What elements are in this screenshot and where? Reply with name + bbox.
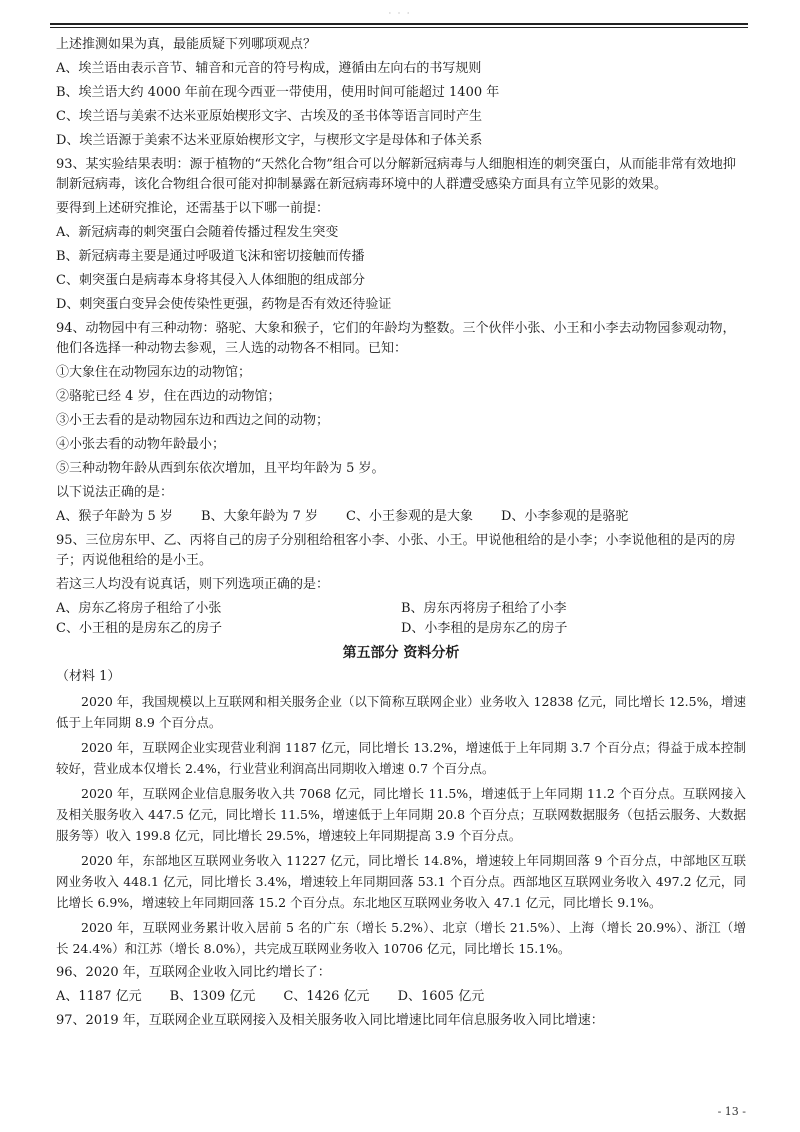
q93-option-d: D、刺突蛋白变异会使传染性更强，药物是否有效还待验证: [56, 297, 392, 312]
material-paragraph-4: 2020 年，东部地区互联网业务收入 11227 亿元，同比增长 14.8%，增速较上年同期回落 9 个百分点，中部地区互联网业务收入 448.1 亿元，同比增长 3.4%，增速较上年同期回落 53.1 个百分点。西部地区互联网业务收入 497.2 亿元，同比增长 6.9%，增速较上年同期回落 15.2 个百分点。东北地区互联网业务收入 47.1 亿元，同比增长 9.1%。: [56, 853, 746, 910]
material-paragraph-3: 2020 年，互联网企业信息服务收入共 7068 亿元，同比增长 11.5%，增速低于上年同期 11.2 个百分点。互联网接入及相关服务收入 447.5 亿元，同比增长 11.5%，增速低于上年同期 20.8 个百分点；互联网数据服务（包括云服务、大数据服务等）收入 199.8 亿元，同比增长 29.5%，增速较上年同期提高 3.9 个百分点。: [56, 786, 746, 843]
material-paragraph-5: 2020 年，互联网业务累计收入居前 5 名的广东（增长 5.2%）、北京（增长 21.5%）、上海（增长 20.9%）、浙江（增长 24.4%）和江苏（增长 8.0%），共完成互联网业务收入 10706 亿元，同比增长 15.1%。: [56, 920, 746, 956]
q95-prompt: 若这三人均没有说真话，则下列选项正确的是：: [56, 577, 330, 592]
material-paragraph-1: 2020 年，我国规模以上互联网和相关服务企业（以下简称互联网企业）业务收入 12838 亿元，同比增长 12.5%，增速低于上年同期 8.9 个百分点。: [56, 694, 746, 730]
q96-option-b: B、1309 亿元: [169, 989, 256, 1004]
q93-option-b: B、新冠病毒主要是通过呼吸道飞沫和密切接触而传播: [56, 249, 365, 264]
q96-stem: 96、2020 年，互联网企业收入同比约增长了：: [56, 965, 331, 980]
q96-options: [56, 987, 746, 1007]
option-b: B、埃兰语大约 4000 年前在现今西亚一带使用，使用时间可能超过 1400 年: [56, 85, 500, 100]
q95-options: [56, 599, 746, 639]
q93-option-c: C、刺突蛋白是病毒本身将其侵入人体细胞的组成部分: [56, 273, 365, 288]
q93-prompt: 要得到上述研究推论，还需基于以下哪一前提：: [56, 201, 330, 216]
q97-stem: 97、2019 年，互联网企业互联网接入及相关服务收入同比增速比同年信息服务收入同比增速：: [56, 1013, 604, 1028]
q94-option-c: C、小王参观的是大象: [346, 509, 473, 524]
q94-options: [56, 507, 746, 527]
header-mark: · · ·: [388, 9, 412, 18]
section-title: 第五部分 资料分析: [342, 645, 460, 661]
q96-option-c: C、1426 亿元: [283, 989, 370, 1004]
q94-condition-3: ③小王去看的是动物园东边和西边之间的动物；: [56, 413, 330, 428]
q96-option-a: A、1187 亿元: [56, 989, 142, 1004]
option-a: A、埃兰语由表示音节、辅音和元音的符号构成，遵循由左向右的书写规则: [56, 61, 482, 76]
q94-condition-4: ④小张去看的动物年龄最小；: [56, 437, 226, 452]
q95-stem: 95、三位房东甲、乙、丙将自己的房子分别租给租客小李、小张、小王。甲说他租给的是小李；小李说他租的是丙的房子；丙说他租给的是小王。: [56, 533, 736, 568]
q94-option-d: D、小李参观的是骆驼: [500, 509, 629, 524]
material-paragraph-2: 2020 年，互联网企业实现营业利润 1187 亿元，同比增长 13.2%，增速低于上年同期 3.7 个百分点；得益于成本控制较好，营业成本仅增长 2.4%，行业营业利润高出同期收入增速 0.7 个百分点。: [56, 740, 746, 776]
q95-option-b: B、房东丙将房子租给了小李: [401, 601, 567, 616]
material-label: （材料 1）: [56, 669, 121, 684]
header-rule: [50, 23, 748, 25]
q94-condition-5: ⑤三种动物年龄从西到东依次增加，且平均年龄为 5 岁。: [56, 461, 385, 476]
q95-option-c: C、小王租的是房东乙的房子: [56, 621, 222, 636]
q95-option-a: A、房东乙将房子租给了小张: [56, 601, 222, 616]
question-prompt: 上述推测如果为真，最能质疑下列哪项观点？: [56, 37, 317, 52]
q94-condition-1: ①大象住在动物园东边的动物馆；: [56, 365, 252, 380]
q93-option-a: A、新冠病毒的刺突蛋白会随着传播过程发生突变: [56, 225, 339, 240]
page-number: - 13 -: [717, 1105, 746, 1118]
option-c: C、埃兰语与美索不达米亚原始楔形文字、古埃及的圣书体等语言同时产生: [56, 109, 482, 124]
q94-option-a: A、猴子年龄为 5 岁: [56, 509, 173, 524]
q96-option-d: D、1605 亿元: [397, 989, 485, 1004]
q94-stem: 94、动物园中有三种动物：骆驼、大象和猴子，它们的年龄均为整数。三个伙伴小张、小王和小李去动物园参观动物，他们各选择一种动物去参观，三人选的动物各不相同。已知：: [56, 321, 736, 356]
q93-stem: 93、某实验结果表明：源于植物的“天然化合物”组合可以分解新冠病毒与人细胞相连的刺突蛋白，从而能非常有效地抑制新冠病毒，该化合物组合很可能对抑制暴露在新冠病毒环境中的人群遭受感染方面具有立竿见影的效果。: [56, 157, 736, 192]
q94-prompt: 以下说法正确的是：: [56, 485, 174, 500]
header-rule-thin: [50, 27, 748, 28]
q94-option-b: B、大象年龄为 7 岁: [200, 509, 319, 524]
page-content: [56, 35, 746, 1035]
q95-option-d: D、小李租的是房东乙的房子: [401, 621, 568, 636]
option-d: D、埃兰语源于美索不达米亚原始楔形文字，与楔形文字是母体和子体关系: [56, 133, 483, 148]
q94-condition-2: ②骆驼已经 4 岁，住在西边的动物馆；: [56, 389, 281, 404]
